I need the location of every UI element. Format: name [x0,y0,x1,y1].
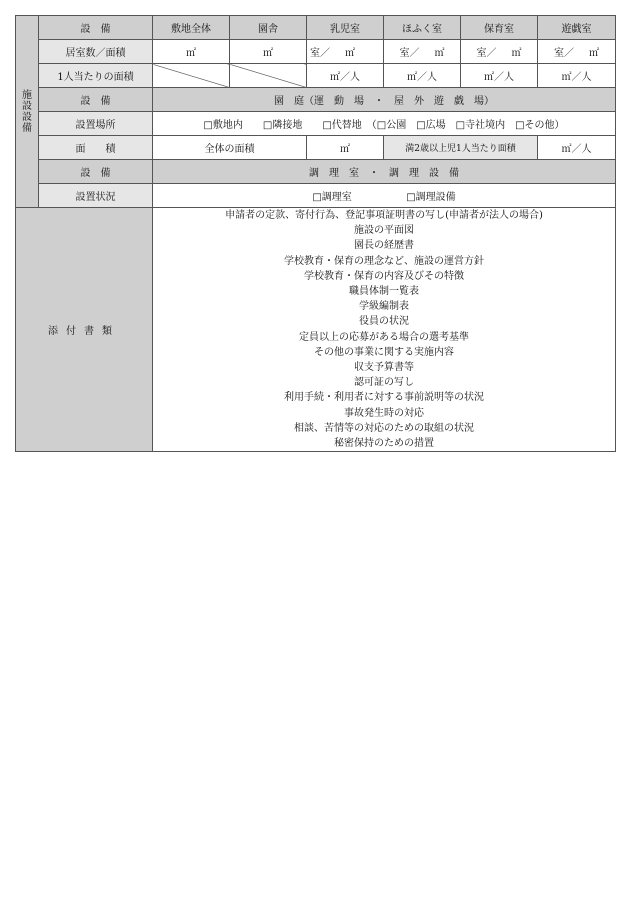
garden-per-child-field[interactable]: ㎡／人 [538,136,616,160]
attachment-item: 相談、苦情等の対応のための取組の状況 [294,422,474,434]
crawling-room-area-field[interactable]: 室／ ㎡ [384,40,461,64]
attachment-item: その他の事業に関する実施内容 [314,346,454,358]
room-header-building: 園舎 [230,16,307,40]
playroom-per-person-field[interactable]: ㎡／人 [538,64,616,88]
attachment-item: 学校教育・保育の内容及びその特徴 [304,270,464,282]
building-per-person-na [230,64,307,88]
room-header-crawling: ほふく室 [384,16,461,40]
garden-area-label: 面 積 [39,136,153,160]
garden-total-area-label: 全体の面積 [153,136,307,160]
attachment-item: 職員体制一覧表 [349,286,419,298]
garden-per-child-label: 満2歳以上児1人当たり面積 [384,136,538,160]
attachment-item: 利用手続・利用者に対する事前説明等の状況 [284,392,484,404]
attachment-item: 秘密保持のための措置 [334,438,434,450]
room-header-playroom: 遊戯室 [538,16,616,40]
site-per-person-na [153,64,230,88]
building-area-field[interactable]: ㎡ [230,40,307,64]
attachment-item: 学級編制表 [359,301,409,313]
crawling-per-person-field[interactable]: ㎡／人 [384,64,461,88]
playroom-area-field[interactable]: 室／ ㎡ [538,40,616,64]
nursery-room-area-field[interactable]: 室／ ㎡ [461,40,538,64]
attachment-item: 学校教育・保育の理念など、施設の運営方針 [284,255,484,267]
facility-form-table [15,15,616,452]
attachment-item: 園長の経歴書 [354,240,414,252]
kitchen-title: 調 理 室 ・ 調 理 設 備 [153,160,616,184]
attachment-item: 収支予算書等 [354,362,414,374]
attachments-list [153,208,616,452]
row-label-area: 居室数／面積 [39,40,153,64]
room-header-infant: 乳児室 [307,16,384,40]
attachment-item: 事故発生時の対応 [344,407,424,419]
attachment-item: 認可証の写し [354,377,414,389]
site-area-field[interactable]: ㎡ [153,40,230,64]
garden-location-options[interactable]: □敷地内 □隣接地 □代替地 （□公園 □広場 □寺社境内 □その他） [153,112,616,136]
kitchen-status-label: 設置状況 [39,184,153,208]
kitchen-option-equipment[interactable]: □調理設備 [406,192,456,203]
kitchen-option-room[interactable]: □調理室 [312,192,352,203]
nursery-per-person-field[interactable]: ㎡／人 [461,64,538,88]
attachment-item: 施設の平面図 [354,225,414,237]
room-header-nursery: 保育室 [461,16,538,40]
kitchen-status-options[interactable] [153,184,616,208]
attachment-item: 役員の状況 [359,316,409,328]
garden-total-area-field[interactable]: ㎡ [307,136,384,160]
row-label-per-person: 1人当たりの面積 [39,64,153,88]
garden-setsubi-label: 設 備 [39,88,153,112]
attachment-item: 申請者の定款、寄付行為、登記事項証明書の写し(申請者が法人の場合) [225,210,543,221]
garden-title: 園 庭（運 動 場 ・ 屋 外 遊 戯 場） [153,88,616,112]
infant-room-area-field[interactable]: 室／ ㎡ [307,40,384,64]
header-setsubi: 設 備 [39,16,153,40]
attachment-item: 定員以上の応募がある場合の選考基準 [299,331,469,343]
attachments-label: 添付書類 [16,208,153,452]
garden-location-label: 設置場所 [39,112,153,136]
section-label-facility: 施 設 設 備 [16,16,39,208]
room-header-site: 敷地全体 [153,16,230,40]
kitchen-setsubi-label: 設 備 [39,160,153,184]
infant-per-person-field[interactable]: ㎡／人 [307,64,384,88]
